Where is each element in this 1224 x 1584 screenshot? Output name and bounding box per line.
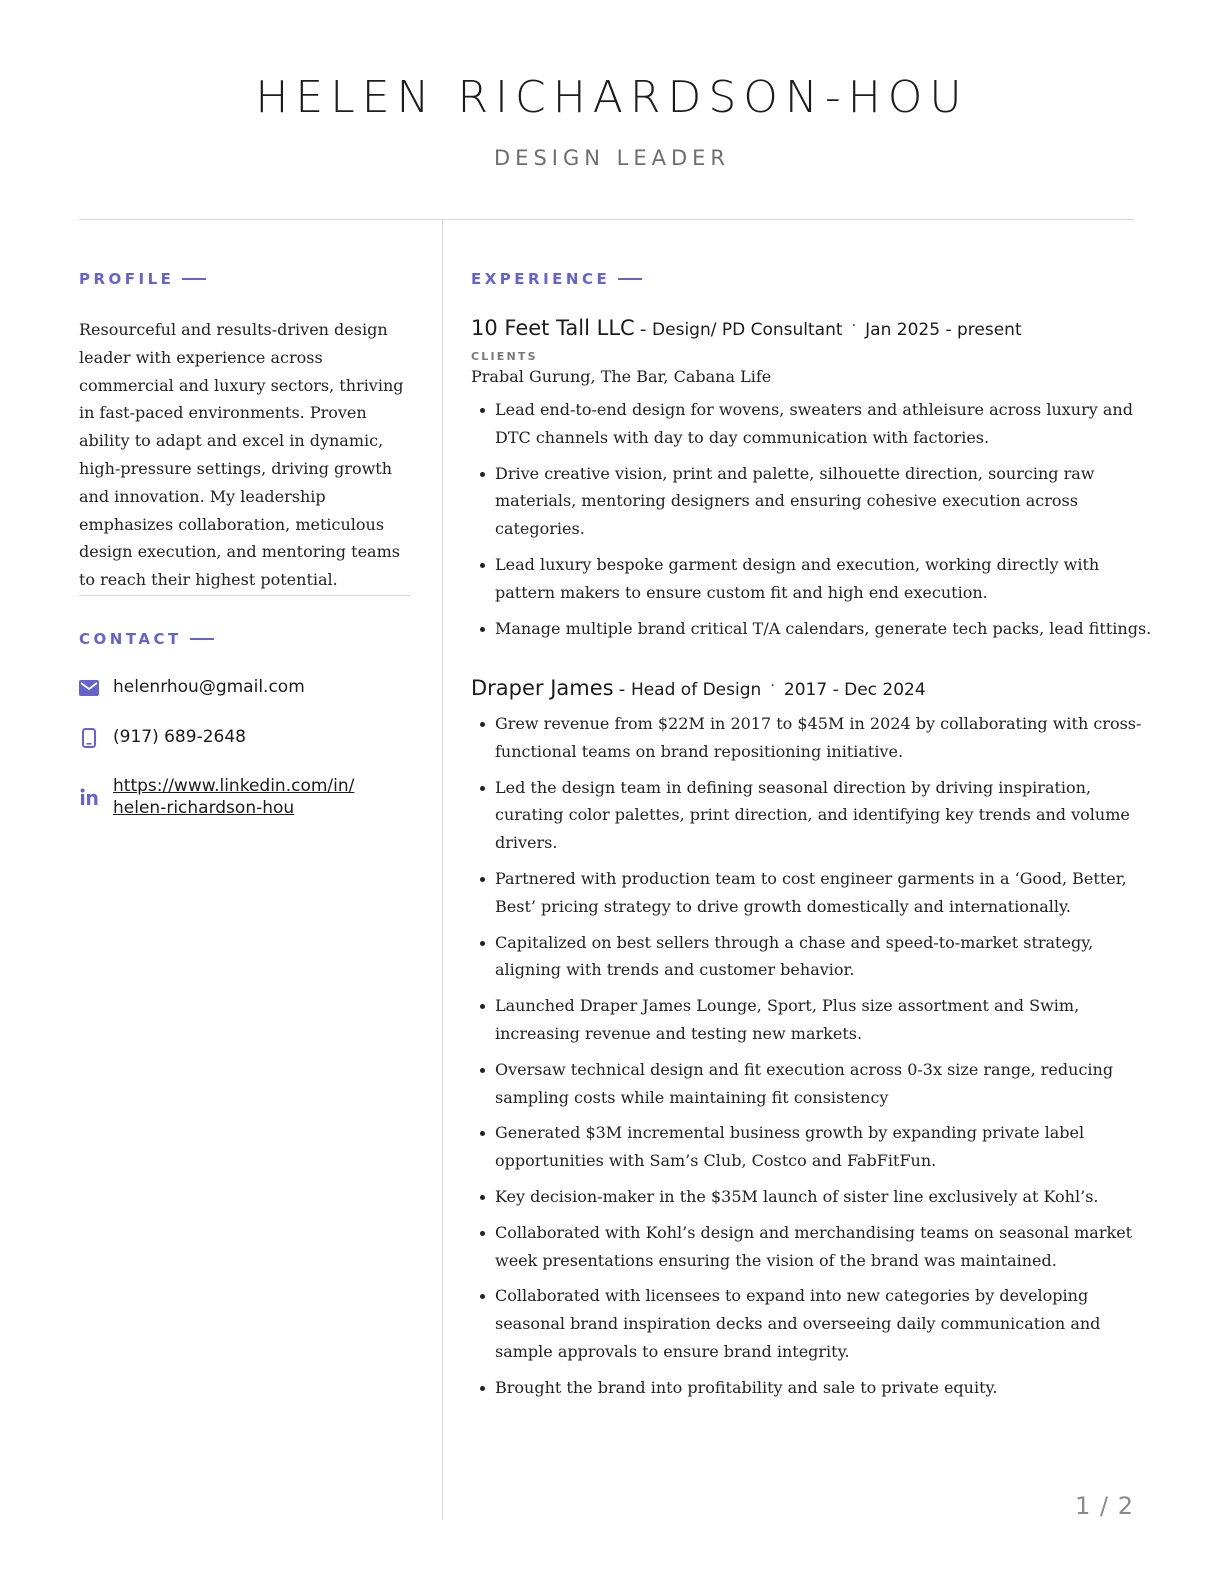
mobile-phone-icon	[79, 727, 99, 749]
job-dates: Jan 2025 - present	[865, 320, 1022, 340]
job-entry	[471, 316, 1161, 650]
title-separator: -	[618, 679, 631, 700]
header-divider	[79, 219, 1134, 220]
clients-label: CLIENTS	[471, 350, 538, 363]
job-bullet: Manage multiple brand critical T/A calendars, generate tech packs, lead fittings.	[471, 615, 1161, 643]
profile-summary: Resourceful and results-driven design leader with experience across commercial and luxury sectors, thriving in fast-paced environments. Proven ability to adapt and excel in dynamic, high-pressure settings, driving growth and innovation. My leadership emphasizes collaboration, meticulous design execution, and mentoring teams to reach their highest potential.	[79, 320, 404, 590]
job-bullet: Grew revenue from $22M in 2017 to $45M in 2024 by collaborating with cross-functional teams on brand repositioning initiative.	[471, 710, 1161, 766]
job-dates: 2017 - Dec 2024	[783, 680, 926, 700]
job-bullet: Led the design team in defining seasonal direction by driving inspiration, curating color palettes, print direction, and identifying key trends and volume drivers.	[471, 774, 1161, 857]
job-entry	[471, 676, 1161, 1410]
linkedin-url-line1[interactable]: https://www.linkedin.com/in/	[113, 776, 355, 796]
clients-list: Prabal Gurung, The Bar, Cabana Life	[471, 367, 772, 386]
job-bullet: Lead luxury bespoke garment design and execution, working directly with pattern makers to ensure custom fit and high end execution.	[471, 551, 1161, 607]
job-bullet: Oversaw technical design and fit execution across 0-3x size range, reducing sampling costs while maintaining fit consistency	[471, 1056, 1161, 1112]
column-divider	[442, 220, 443, 1520]
middot-separator: ·	[851, 318, 857, 334]
contact-phone[interactable]	[79, 727, 246, 749]
contact-heading	[79, 630, 214, 648]
job-bullet: Lead end-to-end design for wovens, sweaters and athleisure across luxury and DTC channels with day to day communication with factories.	[471, 396, 1161, 452]
linkedin-icon	[79, 786, 99, 808]
contact-heading-label: CONTACT	[79, 630, 182, 648]
job-bullet: Drive creative vision, print and palette, silhouette direction, sourcing raw materials, mentoring designers and ensuring cohesive execution across categories.	[471, 460, 1161, 543]
company-name: 10 Feet Tall LLC	[471, 316, 635, 340]
job-bullet: Collaborated with licensees to expand into new categories by developing seasonal brand inspiration decks and overseeing daily communication and sample approvals to ensure brand integrity.	[471, 1282, 1161, 1365]
job-title-line	[471, 316, 1161, 340]
job-role: Head of Design	[630, 680, 762, 700]
profile-divider	[79, 595, 410, 596]
company-name: Draper James	[471, 676, 614, 700]
job-bullet: Generated $3M incremental business growth by expanding private label opportunities with Sam’s Club, Costco and FabFitFun.	[471, 1119, 1161, 1175]
job-bullet: Collaborated with Kohl’s design and merchandising teams on seasonal market week presentations ensuring the vision of the brand was maintained.	[471, 1219, 1161, 1275]
job-bullets	[471, 710, 1161, 1402]
page-number: 1 / 2	[1075, 1492, 1134, 1520]
job-bullet: Capitalized on best sellers through a chase and speed-to-market strategy, aligning with trends and customer behavior.	[471, 929, 1161, 985]
profile-heading	[79, 270, 206, 288]
profile-heading-label: PROFILE	[79, 270, 175, 288]
job-title-line	[471, 676, 1161, 700]
job-role: Design/ PD Consultant	[652, 320, 843, 340]
candidate-title: DESIGN LEADER	[494, 146, 730, 170]
linkedin-link[interactable]	[113, 775, 354, 819]
heading-dash	[190, 638, 214, 640]
job-bullet: Brought the brand into profitability and sale to private equity.	[471, 1374, 1161, 1402]
title-separator: -	[639, 319, 653, 340]
linkedin-url-line2[interactable]: helen-richardson-hou	[113, 798, 295, 818]
job-bullets	[471, 396, 1161, 642]
job-bullet: Partnered with production team to cost engineer garments in a ‘Good, Better, Best’ pricing strategy to drive growth domestically and internationally.	[471, 865, 1161, 921]
experience-heading-label: EXPERIENCE	[471, 270, 611, 288]
contact-linkedin[interactable]	[79, 775, 354, 819]
mail-icon	[79, 677, 99, 699]
contact-email[interactable]	[79, 677, 305, 699]
heading-dash	[182, 278, 206, 280]
job-bullet: Key decision-maker in the $35M launch of sister line exclusively at Kohl’s.	[471, 1183, 1161, 1211]
heading-dash	[618, 278, 642, 280]
job-bullet: Launched Draper James Lounge, Sport, Plus size assortment and Swim, increasing revenue and testing new markets.	[471, 992, 1161, 1048]
experience-heading	[471, 270, 642, 288]
middot-separator: ·	[770, 678, 775, 694]
phone-text[interactable]: (917) 689-2648	[113, 727, 246, 747]
email-text[interactable]: helenrhou@gmail.com	[113, 677, 305, 697]
candidate-name: HELEN RICHARDSON-HOU	[255, 72, 969, 123]
